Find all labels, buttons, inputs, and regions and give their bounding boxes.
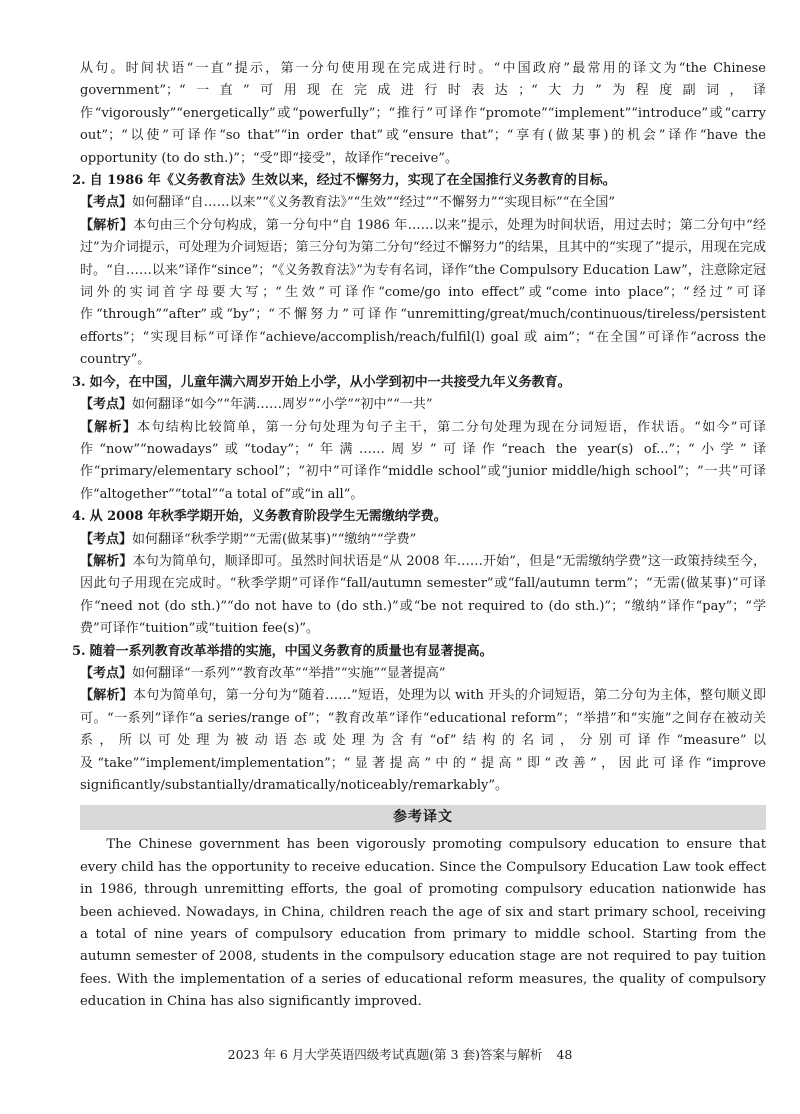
- item-4: [72, 506, 766, 640]
- item-number: 3.: [72, 374, 86, 390]
- jiexi-text: 本句为简单句，顺译即可。虽然时间状语是“从 2008 年……开始”，但是“无需缴纳学费”这一政策持续至今，因此句子用现在完成时。“秋季学期”可译作“fall/autumn semester”或“fall/autumn term”；“无需(做某事)”可译作“need not (do sth.)”“do not have to (do sth.)”或“be not required to (do sth.)”；“缴纳”译作“pay”；“学费”可译作“tuition”或“tuition fee(s)”。: [80, 553, 766, 637]
- item-5: [72, 641, 766, 798]
- reference-translation-text: The Chinese government has been vigorously promoting compulsory education to ensure that every child has the opportunity to receive education. Since the Compulsory Education Law took effect in 1986, through unremitting efforts, the goal of promoting compulsory education nationwide has been achieved. Nowadays, in China, children reach the age of six and start primary school, receiving a total of nine years of compulsory education from primary to middle school. Starting from the autumn semester of 2008, students in the compulsory education stage are not required to pay tuition fees. With the implementation of a series of educational reform measures, the quality of compulsory education in China has also significantly improved.: [80, 837, 766, 1010]
- kaodian-paragraph: [80, 529, 766, 551]
- item-sentence: 从 2008 年秋季学期开始，义务教育阶段学生无需缴纳学费。: [89, 509, 447, 525]
- item-heading: [72, 372, 766, 394]
- jiexi-text: 本句由三个分句构成，第一分句中“自 1986 年……以来”提示，处理为时间状语，用过去时；第二分句中“经过”为介词提示，可处理为介词短语；第三分句为第二分句“经过不懈努力”的结果，且其中的“实现了”提示，用现在完成时。“自……以来”译作“since”；“《义务教育法》”为专有名词，译作“the Compulsory Education Law”，注意除定冠词外的实词首字母要大写；“生效”可译作“come/go into effect”或“come into place”；“经过”可译作“through”“after”或“by”；“不懈努力”可译作“unremitting/great/much/continuous/tireless/persistent efforts”；“实现目标”可译作“achieve/accomplish/reach/fulfil(l) goal 或 aim”；“在全国”可译作“across the country”。: [80, 217, 766, 368]
- reference-translation-heading: 参考译文: [80, 805, 766, 830]
- kaodian-text: 如何翻译“一系列”“教育改革”“举措”“实施”“显著提高”: [132, 665, 446, 681]
- kaodian-text: 如何翻译“如今”“年满……周岁”“小学”“初中”“一共”: [132, 397, 433, 413]
- item-number: 5.: [72, 643, 86, 659]
- answer-analysis-page: [72, 58, 766, 1014]
- item-3: [72, 372, 766, 506]
- page-number: 48: [556, 1047, 573, 1062]
- reference-translation: [80, 834, 766, 1013]
- kaodian-tag: 【考点】: [80, 531, 133, 547]
- jiexi-text: 本句为简单句，第一分句为“随着……”短语，处理为以 with 开头的介词短语，第二分句为主体，整句顺义即可。“一系列”译作“a series/range of”；“教育改革”译作“educational reform”；“举措”和“实施”之间存在被动关系，所以可处理为被动语态或处理为含有“of”结构的名词，分别可译作“measure”以及“take”“implement/implementation”；“显著提高”中的“提高”即“改善”，因此可译作“improve significantly/substantially/dramatically/noticeably/remarkably”。: [80, 688, 766, 793]
- kaodian-tag: 【考点】: [80, 397, 133, 413]
- item-2: [72, 170, 766, 372]
- item-sentence: 如今，在中国，儿童年满六周岁开始上小学，从小学到初中一共接受九年义务教育。: [89, 374, 571, 390]
- jiexi-paragraph: [80, 215, 766, 372]
- kaodian-paragraph: [80, 394, 766, 416]
- jiexi-paragraph: [80, 551, 766, 641]
- item-heading: [72, 641, 766, 663]
- jiexi-tag: 【解析】: [80, 553, 133, 569]
- kaodian-tag: 【考点】: [80, 665, 133, 681]
- jiexi-tag: 【解析】: [80, 688, 133, 704]
- kaodian-tag: 【考点】: [80, 195, 133, 211]
- jiexi-paragraph: [80, 685, 766, 797]
- jiexi-tag: 【解析】: [80, 419, 138, 435]
- jiexi-paragraph: [80, 417, 766, 507]
- kaodian-text: 如何翻译“自……以来”“《义务教育法》”“生效”“经过”“不懈努力”“实现目标”“在全国”: [132, 195, 616, 211]
- item-heading: [72, 506, 766, 528]
- jiexi-tag: 【解析】: [80, 217, 134, 233]
- page-footer: [0, 1045, 800, 1063]
- item-sentence: 随着一系列教育改革举措的实施，中国义务教育的质量也有显著提高。: [89, 643, 493, 659]
- item-heading: [72, 170, 766, 192]
- footer-title: 2023 年 6 月大学英语四级考试真题(第 3 套)答案与解析: [227, 1047, 543, 1062]
- item-number: 2.: [72, 173, 86, 189]
- jiexi-text: 本句结构比较简单，第一分句处理为句子主干，第二分句处理为现在分词短语，作状语。“如今”可译作“now”“nowadays”或“today”；“年满……周岁”可译作“reach the year(s) of...”；“小学”译作“primary/elementary school”；“初中”可译作“middle school”或“junior middle/high school”；“一共”可译作“altogether”“total”“a total of”或“in all”。: [80, 419, 766, 502]
- intro-paragraph: 从句。时间状语“一直”提示，第一分句使用现在完成进行时。“中国政府”最常用的译文为“the Chinese government”；“一直”可用现在完成进行时表达；“大力”为程度副词，译作“vigorously”“energetically”或“powerfully”；“推行”可译作“promote”“implement”“introduce”或“carry out”；“以使”可译作“so that”“in order that”或“ensure that”；“享有(做某事)的机会”译作“have the opportunity (to do sth.)”；“受”即“接受”，故译作“receive”。: [80, 61, 766, 166]
- kaodian-paragraph: [80, 663, 766, 685]
- kaodian-text: 如何翻译“秋季学期”“无需(做某事)”“缴纳”“学费”: [132, 531, 417, 547]
- item-sentence: 自 1986 年《义务教育法》生效以来，经过不懈努力，实现了在全国推行义务教育的目标。: [89, 173, 616, 189]
- kaodian-paragraph: [80, 192, 766, 214]
- item-number: 4.: [72, 509, 86, 525]
